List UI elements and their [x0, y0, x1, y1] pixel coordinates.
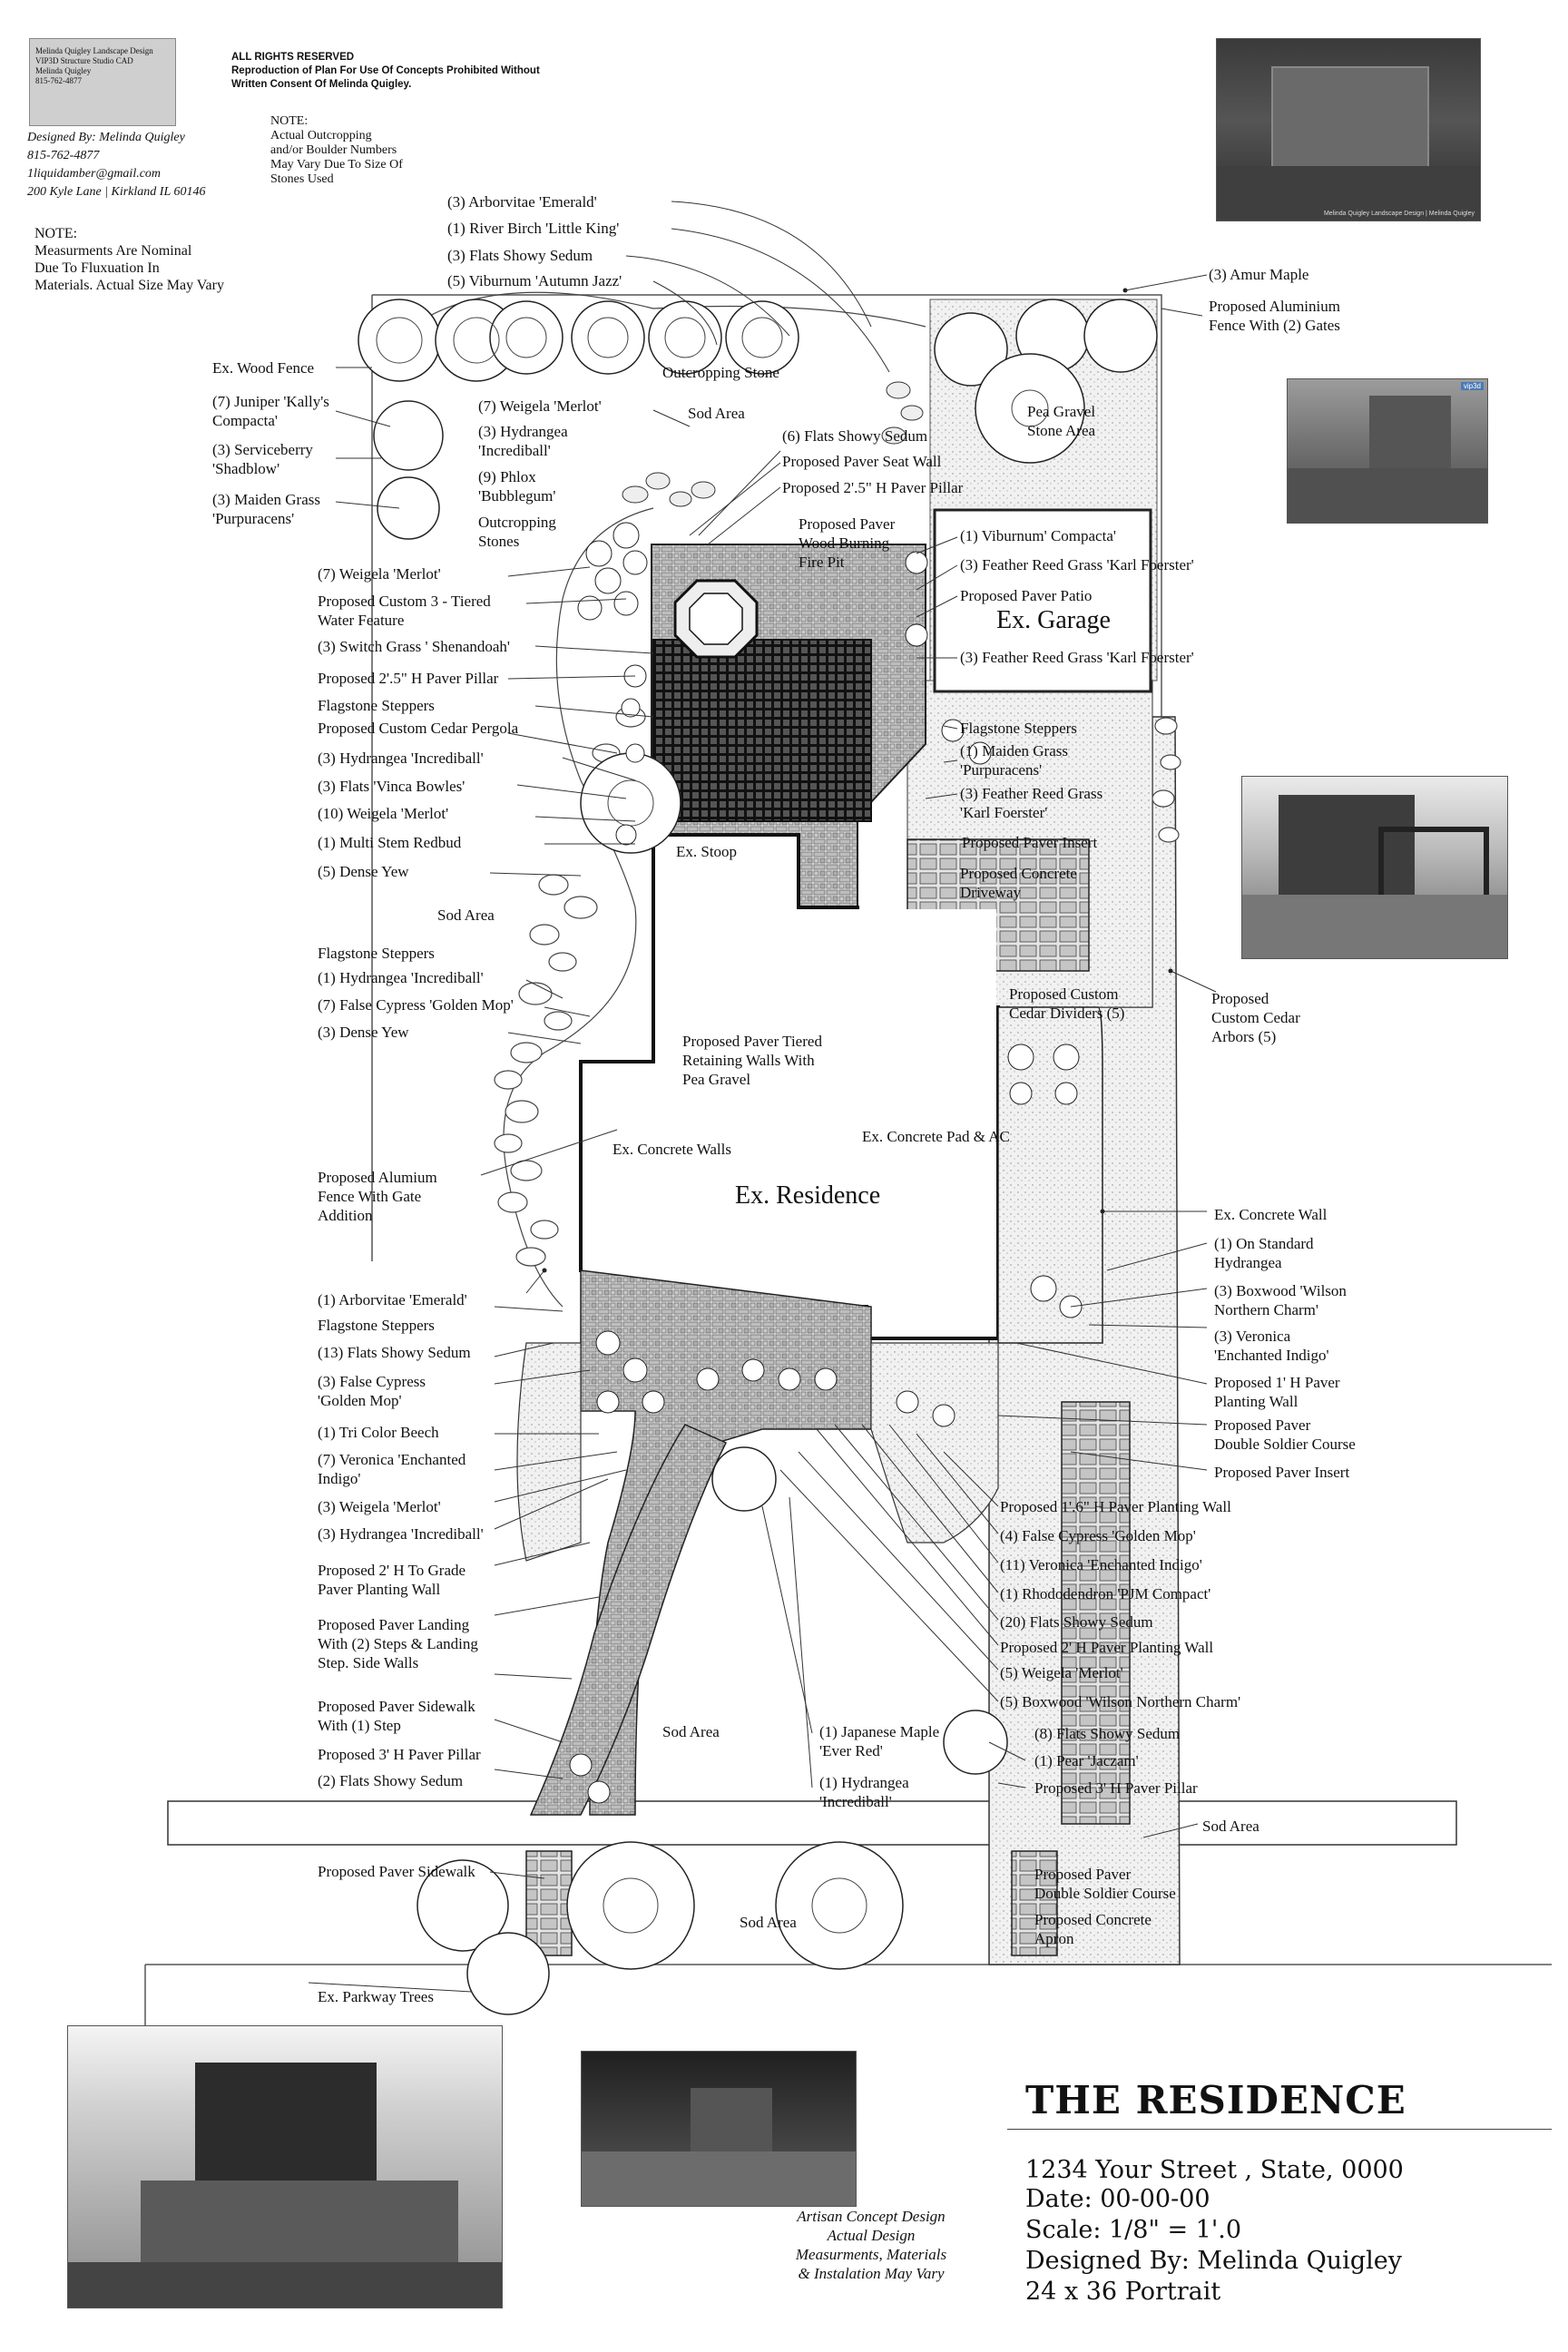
rendering-thumbnail-aerial [67, 2025, 503, 2308]
label: (3) Boxwood 'Wilson Northern Charm' [1214, 1282, 1347, 1318]
label: Proposed Concrete Driveway [960, 865, 1077, 901]
label: (3) Hydrangea 'Incrediball' [318, 1525, 484, 1543]
label: Proposed Custom Cedar Pergola [318, 720, 519, 737]
label: Proposed 3' H Paver Pillar [318, 1746, 481, 1763]
label: Proposed 2' H Paver Planting Wall [1000, 1639, 1214, 1656]
label: Proposed Paver Sidewalk [318, 1863, 475, 1880]
label: (3) Hydrangea 'Incrediball' [478, 423, 568, 459]
rendering-thumbnail-pergola [1241, 776, 1508, 959]
rights-notice: ALL RIGHTS RESERVED Reproduction of Plan For Use Of Concepts Prohibited Without Written Consent Of Melinda Quigley. [231, 52, 540, 90]
title-block-title: THE RESIDENCE [1025, 2078, 1406, 2122]
label: (2) Flats Showy Sedum [318, 1772, 464, 1789]
label: (3) Serviceberry 'Shadblow' [212, 441, 313, 477]
label: Proposed Paver Tiered Retaining Walls With Pea Gravel [682, 1033, 822, 1088]
label: (9) Phlox 'Bubblegum' [478, 468, 556, 505]
label: (1) Hydrangea 'Incrediball' [318, 969, 484, 986]
label: Proposed Paver Patio [960, 587, 1093, 604]
label: Outcropping Stones [478, 514, 556, 550]
label: (3) Hydrangea 'Incrediball' [318, 750, 484, 767]
label: Proposed Custom 3 - Tiered Water Feature [318, 593, 491, 629]
label: Proposed Paver Insert [1214, 1464, 1350, 1481]
label: Proposed Alumium Fence With Gate Addition [318, 1169, 437, 1224]
label: (3) False Cypress 'Golden Mop' [318, 1373, 426, 1409]
label: (3) Veronica 'Enchanted Indigo' [1214, 1328, 1329, 1364]
designer-contact: Designed By: Melinda Quigley 815-762-4877 1liquidamber@gmail.com 200 Kyle Lane | Kirkland IL 60146 [27, 131, 206, 199]
label: Proposed Paver Landing With (2) Steps & Landing Step. Side Walls [318, 1616, 478, 1671]
label: (4) False Cypress 'Golden Mop' [1000, 1527, 1196, 1544]
label: (3) Flats 'Vinca Bowles' [318, 778, 466, 795]
label: Ex. Concrete Pad & AC [862, 1128, 1010, 1145]
thumbnail-credit: Melinda Quigley Landscape Design | Melinda Quigley [1323, 211, 1475, 217]
design-disclaimer: Artisan Concept Design Actual Design Measurments, Materials & Instalation May Vary [795, 2208, 947, 2282]
title-divider [1007, 2129, 1552, 2130]
outcropping-note: NOTE: Actual Outcropping and/or Boulder Numbers May Vary Due To Size Of Stones Used [270, 114, 403, 186]
title-block-date: Date: 00-00-00 [1025, 2185, 1210, 2213]
label: Proposed Paver Double Soldier Course [1214, 1416, 1356, 1453]
label: (7) False Cypress 'Golden Mop' [318, 996, 514, 1014]
label: Ex. Concrete Wall [1214, 1206, 1328, 1223]
label: (3) Feather Reed Grass 'Karl Foerster' [960, 556, 1194, 573]
label: (1) Japanese Maple 'Ever Red' [819, 1723, 940, 1759]
title-block-address: 1234 Your Street , State, 0000 [1025, 2156, 1404, 2184]
rendering-thumbnail-front [1216, 38, 1481, 221]
residence-label: Ex. Residence [735, 1181, 881, 1210]
label: Proposed Paver Seat Wall [782, 453, 942, 470]
title-block-scale: Scale: 1/8" = 1'.0 [1025, 2216, 1242, 2244]
label: Proposed Paver Sidewalk With (1) Step [318, 1698, 475, 1734]
label: (1) On Standard Hydrangea [1214, 1235, 1314, 1271]
label: Flagstone Steppers [960, 720, 1077, 737]
label: (3) Amur Maple [1209, 266, 1309, 283]
label: Outcropping Stone [662, 364, 779, 381]
label: (7) Juniper 'Kally's Compacta' [212, 393, 329, 429]
label: (3) Dense Yew [318, 1024, 409, 1041]
label: Sod Area [662, 1723, 720, 1740]
label: Pea Gravel Stone Area [1027, 403, 1096, 439]
label: (13) Flats Showy Sedum [318, 1344, 471, 1361]
label: Flagstone Steppers [318, 697, 435, 714]
label: (3) Feather Reed Grass 'Karl Foerster' [960, 785, 1103, 821]
label: (1) Pear 'Jaczam' [1034, 1752, 1139, 1769]
label: (6) Flats Showy Sedum [782, 427, 928, 445]
label: Proposed Aluminium Fence With (2) Gates [1209, 298, 1340, 334]
label: Ex. Concrete Walls [612, 1141, 731, 1158]
label: Proposed Custom Cedar Arbors (5) [1211, 990, 1300, 1045]
label: (1) Rhododendron 'PJM Compact' [1000, 1585, 1211, 1602]
label: (3) Flats Showy Sedum [447, 247, 593, 264]
label: Proposed Paver Insert [962, 834, 1098, 851]
label: (1) River Birch 'Little King' [447, 220, 620, 237]
label: (1) Hydrangea 'Incrediball' [819, 1774, 909, 1810]
title-block-designer: Designed By: Melinda Quigley [1025, 2247, 1402, 2275]
label: Proposed 3' H Paver Pillar [1034, 1779, 1198, 1797]
label: (3) Maiden Grass 'Purpuracens' [212, 491, 320, 527]
label: Proposed Paver Wood Burning Fire Pit [799, 515, 896, 571]
rendering-thumbnail-side [1287, 378, 1488, 524]
label: (7) Veronica 'Enchanted Indigo' [318, 1451, 466, 1487]
label: Proposed Concrete Apron [1034, 1911, 1152, 1947]
title-block-format: 24 x 36 Portrait [1025, 2278, 1221, 2306]
label: Sod Area [1202, 1818, 1259, 1835]
label: (3) Arborvitae 'Emerald' [447, 193, 597, 211]
label: Flagstone Steppers [318, 1317, 435, 1334]
label: (5) Weigela 'Merlot' [1000, 1664, 1123, 1681]
label: Proposed 2'.5" H Paver Pillar [318, 670, 499, 687]
label: Proposed Paver Double Soldier Course [1034, 1866, 1176, 1902]
label: Flagstone Steppers [318, 945, 435, 962]
measurement-note: NOTE: Measurments Are Nominal Due To Fluxuation In Materials. Actual Size May Vary [34, 226, 224, 293]
label: Sod Area [688, 405, 745, 422]
label: Ex. Stoop [676, 843, 738, 860]
label: (7) Weigela 'Merlot' [318, 565, 441, 583]
label: (1) Maiden Grass 'Purpuracens' [960, 742, 1068, 779]
label: (8) Flats Showy Sedum [1034, 1725, 1181, 1742]
garage-label: Ex. Garage [996, 606, 1111, 634]
label: (5) Boxwood 'Wilson Northern Charm' [1000, 1693, 1241, 1710]
rendering-thumbnail-street [581, 2051, 857, 2207]
label: (7) Weigela 'Merlot' [478, 397, 602, 415]
label: Proposed 2' H To Grade Paver Planting Wall [318, 1562, 466, 1598]
designer-logo [29, 38, 176, 126]
label: Sod Area [740, 1914, 797, 1931]
label: Proposed Custom Cedar Dividers (5) [1009, 985, 1125, 1022]
label: (1) Tri Color Beech [318, 1424, 439, 1441]
thumbnail-badge: vip3d [1461, 382, 1484, 390]
label: (5) Dense Yew [318, 863, 409, 880]
label: (3) Switch Grass ' Shenandoah' [318, 638, 510, 655]
label: (3) Weigela 'Merlot' [318, 1498, 441, 1515]
label: (11) Veronica 'Enchanted Indigo' [1000, 1556, 1202, 1573]
label: (20) Flats Showy Sedum [1000, 1613, 1153, 1631]
label: Proposed 1'.6" H Paver Planting Wall [1000, 1498, 1231, 1515]
label: (5) Viburnum 'Autumn Jazz' [447, 272, 622, 289]
label: (1) Multi Stem Redbud [318, 834, 462, 851]
label: (3) Feather Reed Grass 'Karl Foerster' [960, 649, 1194, 666]
label: Proposed 1' H Paver Planting Wall [1214, 1374, 1340, 1410]
label: Ex. Parkway Trees [318, 1988, 434, 2005]
logo-text: Melinda Quigley Landscape Design VIP3D Structure Studio CAD Melinda Quigley 815-762-4877 [35, 46, 153, 85]
label: (1) Arborvitae 'Emerald' [318, 1291, 467, 1308]
label: Sod Area [437, 906, 495, 924]
label: (1) Viburnum' Compacta' [960, 527, 1116, 544]
label: Proposed 2'.5" H Paver Pillar [782, 479, 964, 496]
label: (10) Weigela 'Merlot' [318, 805, 449, 822]
label: Ex. Wood Fence [212, 359, 315, 377]
